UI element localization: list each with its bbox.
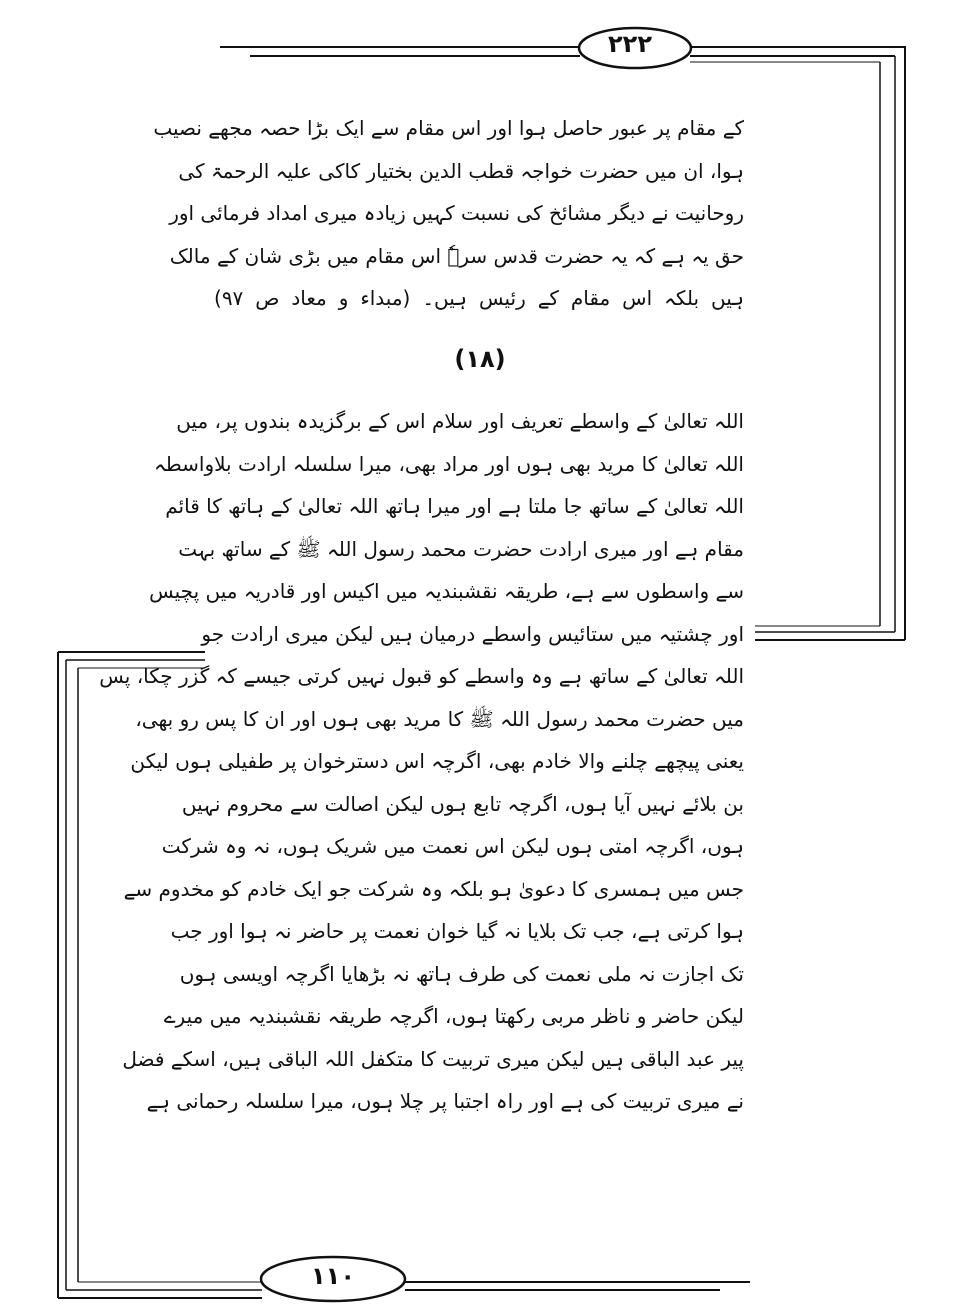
text-line: تک اجازت نہ ملی نعمت کی طرف ہاتھ نہ بڑھایا اگرچہ اویسی ہوں bbox=[179, 961, 744, 986]
text-line: اللہ تعالیٰ کے واسطے تعریف اور سلام اس کے برگزیدہ بندوں پر، میں bbox=[176, 409, 744, 433]
text-line: میں حضرت محمد رسول اللہ ﷺ کا مرید بھی ہوں اور ان کا پس رو بھی، bbox=[135, 706, 744, 731]
text-line: اور چشتیہ میں ستائیس واسطے درمیان ہیں لیکن میری ارادت جو bbox=[201, 621, 744, 646]
text-line: حق یہ ہے کہ یہ حضرت قدس سرہٗ اس مقام میں بڑی شان کے مالک bbox=[169, 243, 744, 268]
text-line: ہیں بلکہ اس مقام کے رئیس ہیں۔ (مبداء و معاد ص ۹۷) bbox=[214, 286, 744, 310]
text-line: ہوں، اگرچہ امتی ہوں لیکن اس نعمت میں شریک ہوں، نہ وہ شرکت bbox=[161, 834, 744, 858]
text-line: مقام ہے اور میری ارادت حضرت محمد رسول اللہ ﷺ کے ساتھ بہت bbox=[178, 536, 744, 561]
paragraph-1 bbox=[153, 107, 744, 320]
text-line: سے واسطوں سے ہے، طریقہ نقشبندیہ میں اکیس اور قادریہ میں پچیس bbox=[149, 579, 744, 603]
text-line: پیر عبد الباقی ہیں لیکن میری تربیت کا متکفل اللہ الباقی ہیں، اسکے فضل bbox=[122, 1046, 744, 1071]
text-line: ہوا، ان میں حضرت خواجہ قطب الدین بختیار کاکی علیہ الرحمۃ کی bbox=[178, 158, 744, 183]
text-line: بن بلائے نہیں آیا ہوں، اگرچہ تابع ہوں لیکن اصالت سے محروم نہیں bbox=[181, 791, 744, 816]
text-line: اللہ تعالیٰ کا مرید بھی ہوں اور مراد بھی، میرا سلسلہ ارادت بلاواسطہ bbox=[154, 451, 744, 476]
text-line: ہوا کرتی ہے، جب تک بلایا نہ گیا خوان نعمت پر حاضر نہ ہوا اور جب bbox=[170, 919, 744, 943]
bottom-page-number: ۱۱۰ bbox=[311, 1262, 355, 1290]
paragraph-2 bbox=[99, 400, 744, 1123]
text-line: اللہ تعالیٰ کے ساتھ ہے وہ واسطے کو قبول نہیں کرتی جیسے کہ گزر چکا، پس bbox=[99, 664, 744, 688]
text-line: نے میری تربیت کی ہے اور راہ اجتبا پر چلا ہوں، میرا سلسلہ رحمانی ہے bbox=[146, 1089, 744, 1113]
text-line: یعنی پیچھے چلنے والا خادم بھی، اگرچہ اس دسترخوان پر طفیلی ہوں لیکن bbox=[130, 749, 744, 773]
text-line: اللہ تعالیٰ کے ساتھ جا ملتا ہے اور میرا ہاتھ اللہ تعالیٰ کے ہاتھ کا قائم bbox=[165, 494, 744, 518]
section-number-heading: (۱۸) bbox=[454, 345, 506, 373]
text-line: لیکن حاضر و ناظر مربی رکھتا ہوں، اگرچہ طریقہ نقشبندیہ میں میرے bbox=[163, 1004, 744, 1028]
text-line: جس میں ہمسری کا دعویٰ ہو بلکہ وہ شرکت جو ایک خادم کو مخدوم سے bbox=[123, 876, 744, 901]
top-page-number: ۲۲۲ bbox=[608, 30, 652, 58]
text-line: کے مقام پر عبور حاصل ہوا اور اس مقام سے ایک بڑا حصہ مجھے نصیب bbox=[153, 116, 744, 140]
text-line: روحانیت نے دیگر مشائخ کی نسبت کہیں زیادہ میری امداد فرمائی اور bbox=[169, 201, 744, 225]
